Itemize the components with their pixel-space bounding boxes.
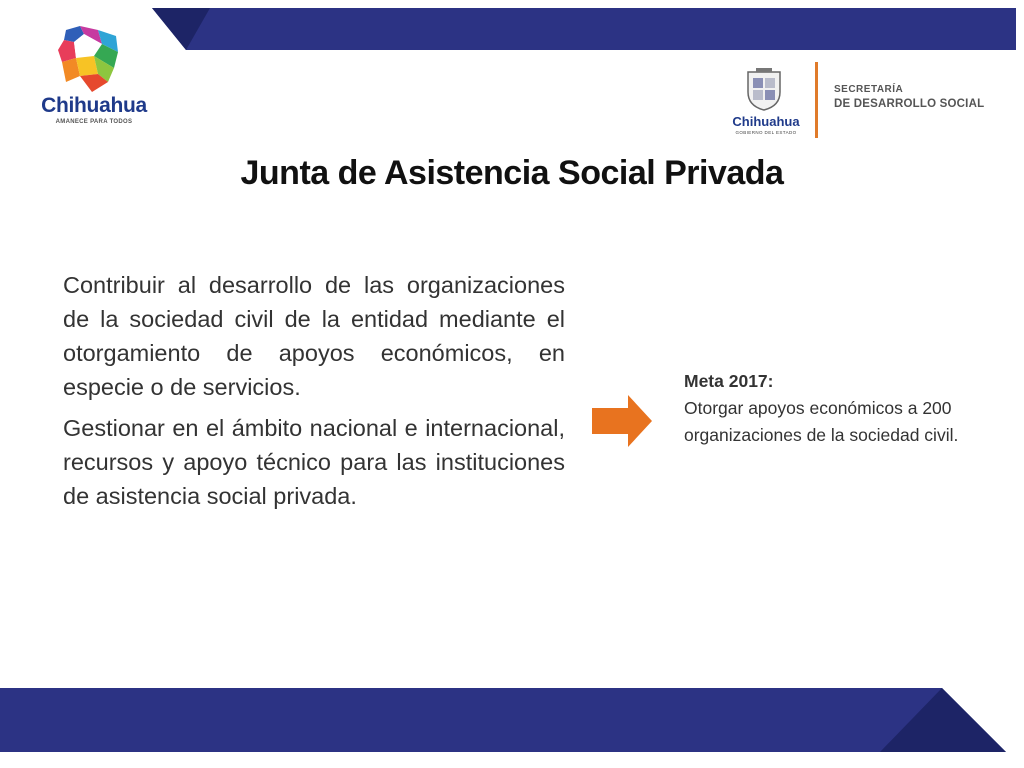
right-arrow-icon [592,395,652,447]
logo-left-name: Chihuahua [41,94,147,117]
chihuahua-logo-left [22,22,162,132]
logo-right-subtitle: GOBIERNO DEL ESTADO [735,130,797,135]
logo-left-tagline: AMANECE PARA TODOS [55,119,133,125]
meta-block [684,368,984,449]
meta-text: Otorgar apoyos económicos a 200 organizaciones de la sociedad civil. [684,398,959,445]
government-logo-right [724,60,1004,140]
bottom-banner [0,680,1024,768]
logo-separator [815,62,818,138]
paragraph-2: Gestionar en el ámbito nacional e internacional, recursos y apoyo técnico para las instituciones de asistencia social privada. [63,415,565,509]
chihuahua-map-logo-icon [22,22,162,96]
department-line-2: DE DESARROLLO SOCIAL [834,98,985,110]
logo-right-name: Chihuahua [732,114,800,129]
body-text [63,268,565,513]
meta-title: Meta 2017: [684,371,774,391]
department-line-1: SECRETARÍA [834,84,904,95]
paragraph-1: Contribuir al desarrollo de las organizaciones de la sociedad civil de la entidad mediante el otorgamiento de apoyos económicos, en especie o de servicios. [63,272,565,400]
page-title: Junta de Asistencia Social Privada [240,154,784,192]
state-crest-icon [744,68,784,112]
